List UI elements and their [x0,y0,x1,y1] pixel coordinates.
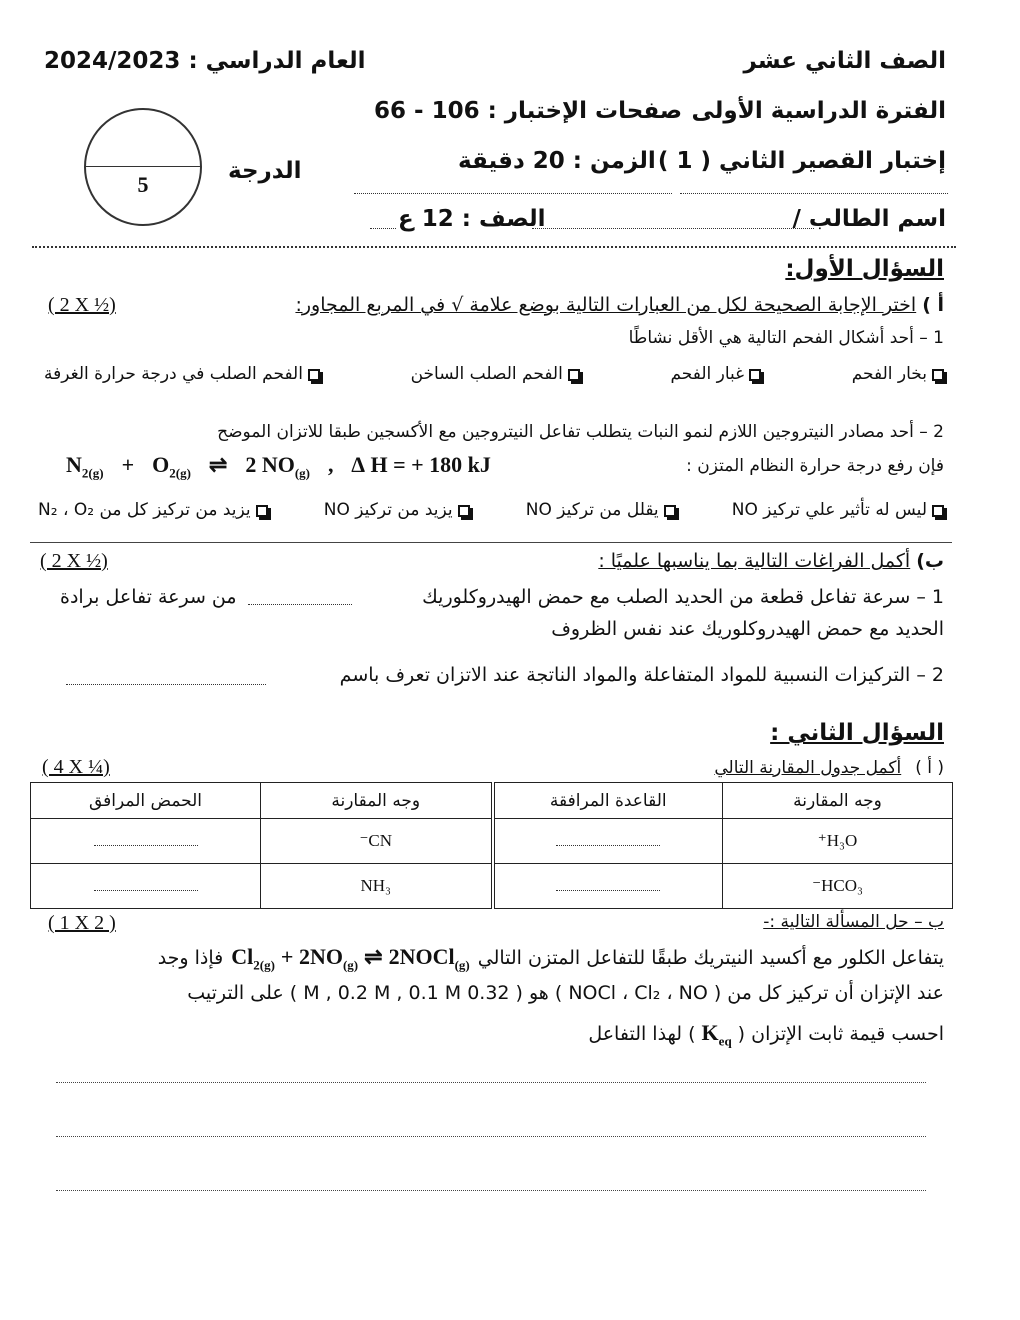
checkbox[interactable] [308,369,320,381]
exam-time-value: 20 دقيقة [458,148,565,174]
academic-year [44,48,365,74]
exam-pages [374,98,682,124]
exam-time-label: الزمن : [572,148,656,174]
class-label: الصف : [461,206,546,232]
q2a-instruction-text: أكمل جدول المقارنة التالي [714,758,902,778]
q2a-instruction [714,758,944,778]
q1a-item1-option-2[interactable]: غبار الفحم [670,364,761,384]
enthalpy-change: ∆ H = + 180 kJ [351,452,491,477]
table-cell-answer[interactable] [31,819,261,864]
q1a-item2-stem: 2 – أحد مصادر النيتروجين اللازم لنمو النبات يتطلب تفاعل النيتروجين مع الأكسجين طبقا للاتزان الموضح [217,422,944,442]
q1a-item2-line2: فإن رفع درجة حرارة النظام المتزن : [686,456,944,476]
table-cell-answer[interactable] [31,864,261,909]
q1a-item2-option-1[interactable]: ليس له تأثير علي تركيز NO [732,500,944,520]
table-cell-species: H₃O⁺ [723,819,953,864]
table-cell-species: HCO₃⁻ [723,864,953,909]
table-cell-answer[interactable] [493,864,723,909]
q2b-marks: ( 1 X 2 ) [48,912,116,934]
q1b-instruction-text: أكمل الفراغات التالية بما يناسبها علميًا : [598,550,911,572]
class-value: 12 ع [398,206,454,232]
checkbox[interactable] [932,369,944,381]
q1b-item1-blank[interactable] [248,604,352,605]
table-header-row [31,783,953,819]
checkbox[interactable] [932,505,944,517]
student-name-label: اسم الطالب / [792,206,946,232]
q2b-line1-text: يتفاعل الكلور مع أكسيد النيتريك طبقًا للتفاعل المتزن التالي [477,947,944,969]
q1a-item2-options [38,500,944,520]
keq-symbol: $K_{eq}$ [701,1020,732,1049]
equilibrium-arrow-icon: ⇌ [364,944,383,969]
checkbox[interactable] [256,505,268,517]
academic-year-value: 2024/2023 [44,48,181,74]
q1a-item1-options [44,364,944,384]
q1b-item1-part-b: من سرعة تفاعل برادة [60,586,237,608]
header-separator-right [680,193,948,194]
q2a-marks: ( 4 X ¼) [42,756,110,778]
checkbox[interactable] [664,505,676,517]
header-separator-left [354,193,672,194]
table-cell-answer[interactable] [493,819,723,864]
quiz-title: إختبار القصير الثاني ( 1 ) [657,148,946,174]
q2a-prefix: ( أ ) [915,758,944,778]
q2-title: السؤال الثاني : [770,720,944,746]
term-title: الفترة الدراسية الأولى [691,98,946,124]
q1b-prefix: ب) [916,550,944,572]
checkbox[interactable] [458,505,470,517]
q1a-item2-option-2[interactable]: يقلل من تركيز NO [526,500,676,520]
q1a-marks: ( 2 X ½) [48,294,116,316]
answer-line[interactable] [56,1136,926,1137]
q2b-prefix: ب – حل المسألة التالية :- [763,912,944,932]
q2b-line2: عند الإتزان أن تركيز كل من ( NOCl ، Cl₂ ، NO ) هو ( 0.32 M , 0.2 M , 0.1 M ) على الترتيب [187,982,944,1004]
q1a-instruction [295,294,944,316]
checkbox[interactable] [749,369,761,381]
exam-pages-label: صفحات الإختبار : [487,98,683,124]
grade-total: 5 [137,172,149,197]
answer-line[interactable] [56,1082,926,1083]
q1a-item2-option-4[interactable]: يزيد من تركيز كل من N₂ ، O₂ [38,500,268,520]
grade-circle-divider [86,166,200,167]
student-name-input[interactable] [532,228,814,229]
class-field [398,206,546,232]
q2b-line3: احسب قيمة ثابت الإتزان ( $K_{eq}$ ) لهذا التفاعل [588,1020,944,1049]
header-bottom-border [32,246,956,248]
q1b-item2: 2 – التركيزات النسبية للمواد المتفاعلة والمواد الناتجة عند الاتزان تعرف باسم [339,664,944,686]
exam-time [458,148,656,174]
q1-divider [30,542,952,543]
q1a-instruction-text: اختر الإجابة الصحيحة لكل من العبارات التالية بوضع علامة √ في المربع المجاور: [295,294,917,316]
table-header: وجه المقارنة [261,783,493,819]
q1b-item1-part-c: الحديد مع حمض الهيدروكلوريك عند نفس الظروف [551,618,944,640]
q1a-item1-option-3[interactable]: الفحم الصلب الساخن [411,364,580,384]
answer-line[interactable] [56,1190,926,1191]
table-row [31,819,953,864]
table-header: الحمض المرافق [31,783,261,819]
q2b-equation: $Cl_{2(g)}$ + $2NO_{(g)}$ ⇌ 2NOCl$_{(g)}$ [231,944,470,973]
q1a-equation: $N_{2(g)}$ + $O_{2(g)}$ ⇌ 2 $NO_{(g)}$ , ∆ H = + 180 kJ [66,452,491,481]
grade-title: الصف الثاني عشر [743,48,946,74]
q2b-line1-end: فإذا وجد [157,947,224,969]
academic-year-label: العام الدراسي : [188,48,366,74]
table-header: وجه المقارنة [723,783,953,819]
table-cell-species: NH₃ [261,864,493,909]
q1-title: السؤال الأول: [785,256,944,282]
q2b-line1 [158,944,944,973]
q1a-item2-option-3[interactable]: يزيد من تركيز NO [324,500,470,520]
equilibrium-arrow-icon: ⇌ [208,452,228,477]
checkbox[interactable] [568,369,580,381]
table-header: القاعدة المرافقة [493,783,723,819]
grade-label: الدرجة [228,158,302,184]
q1a-item1-option-4[interactable]: الفحم الصلب في درجة حرارة الغرفة [44,364,320,384]
table-cell-species: CN⁻ [261,819,493,864]
q1b-instruction [598,550,944,572]
q1a-prefix: أ ) [922,294,944,316]
q1a-item1-option-1[interactable]: بخار الفحم [852,364,944,384]
grade-circle [84,108,202,226]
q2b-heading [763,912,944,932]
table-row [31,864,953,909]
q1b-item1-part-a: 1 – سرعة تفاعل قطعة من الحديد الصلب مع حمض الهيدروكلوريك [422,586,944,608]
comparison-table [30,782,953,909]
q1b-marks: ( 2 X ½) [40,550,108,572]
class-section-input[interactable] [370,228,396,229]
q1a-item1-stem: 1 – أحد أشكال الفحم التالية هي الأقل نشاطًا [628,328,944,348]
q1b-item2-blank[interactable] [66,684,266,685]
exam-pages-value: 106 - 66 [374,98,480,124]
